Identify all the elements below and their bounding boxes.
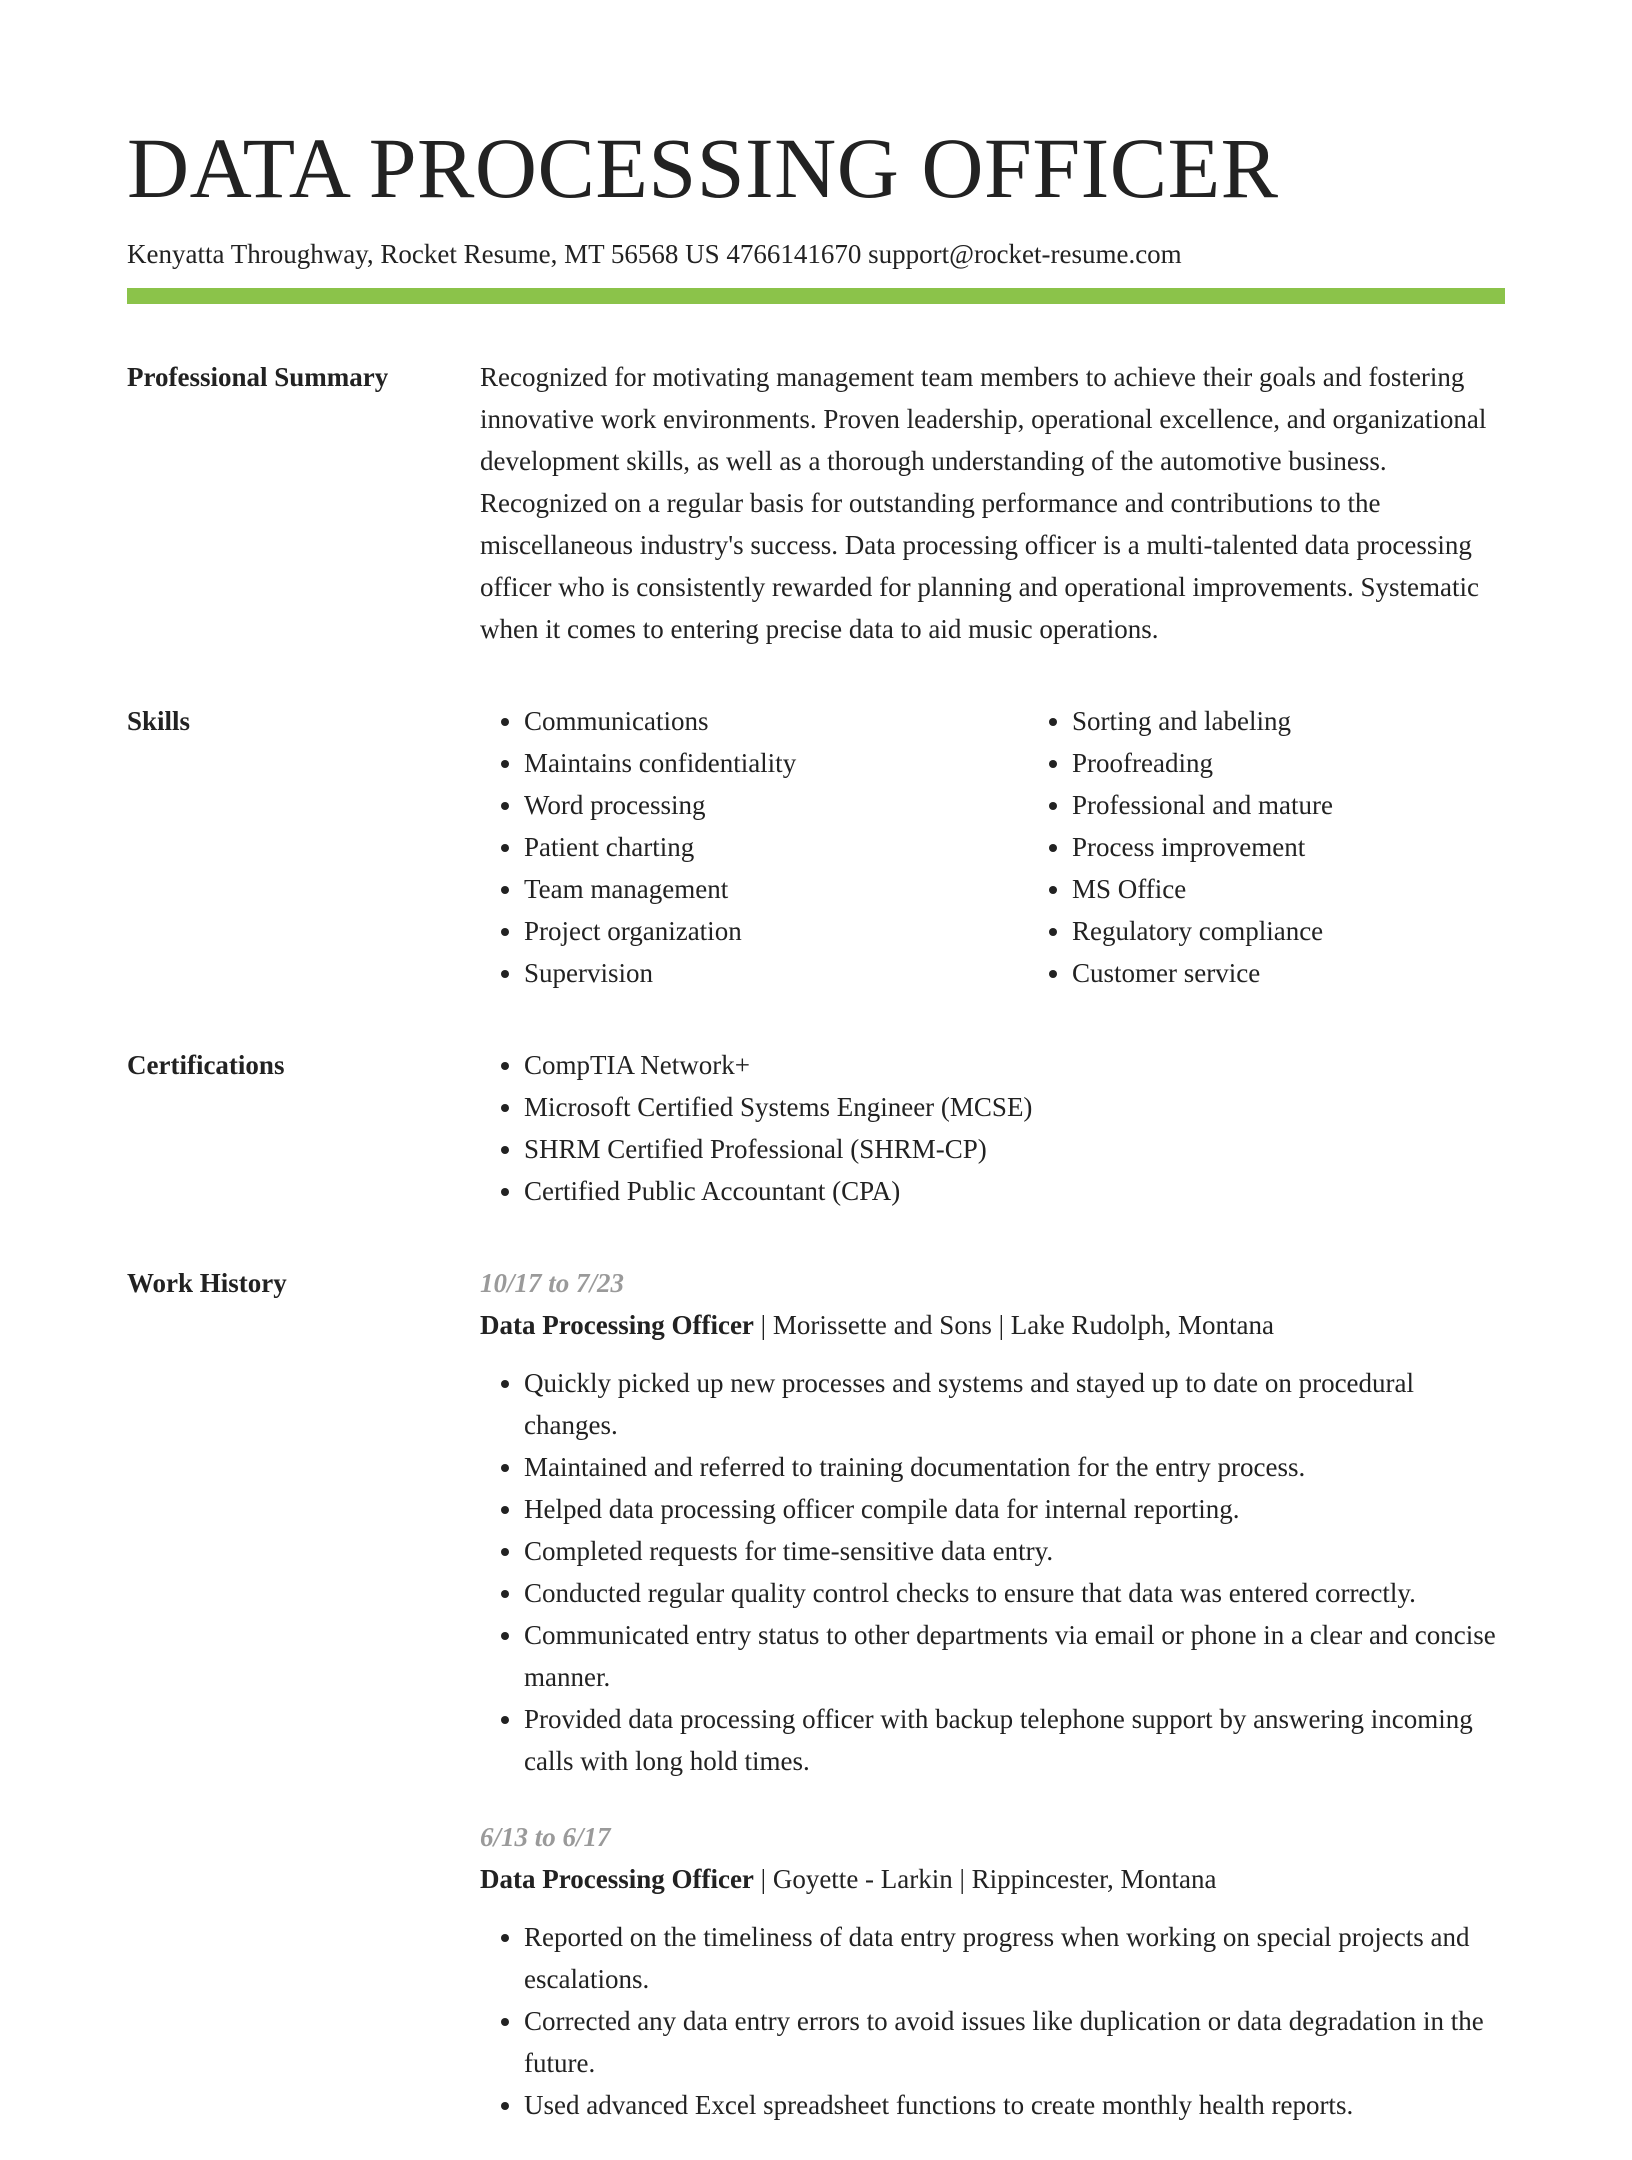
resume-page bbox=[127, 0, 1505, 2160]
job-dates: 6/13 to 6/17 bbox=[480, 1822, 611, 1852]
job-entry bbox=[480, 1262, 1505, 1782]
certifications-section bbox=[127, 1044, 1505, 1212]
skill-item: • Customer service bbox=[1072, 952, 1576, 994]
job-company-location: | Morissette and Sons | Lake Rudolph, Montana bbox=[753, 1310, 1274, 1340]
contact-line: Kenyatta Throughway, Rocket Resume, MT 56568 US 4766141670 support@rocket-resume.com bbox=[127, 239, 1182, 269]
summary-text: Recognized for motivating management team members to achieve their goals and fostering innovative work environments. Proven leadership, operational excellence, and organizational development skills, as well as a thorough understanding of the automotive business. Recognized on a regular basis for outstanding performance and contributions to the miscellaneous industry's success. Data processing officer is a multi-talented data processing officer who is consistently rewarded for planning and operational improvements. Systematic when it comes to entering precise data to aid music operations. bbox=[480, 362, 1487, 644]
job-duty-item: • Provided data processing officer with backup telephone support by answering incoming calls with long hold times. bbox=[524, 1698, 1505, 1782]
skill-item: • Project organization bbox=[524, 910, 1028, 952]
job-company-location: | Goyette - Larkin | Rippincester, Montana bbox=[753, 1864, 1217, 1894]
resume-name: DATA PROCESSING OFFICER bbox=[127, 120, 1279, 216]
job-entry bbox=[480, 1816, 1505, 2126]
summary-heading: Professional Summary bbox=[127, 362, 389, 392]
certifications-heading: Certifications bbox=[127, 1050, 285, 1080]
skill-item: • Process improvement bbox=[1072, 826, 1576, 868]
skill-item: • Proofreading bbox=[1072, 742, 1576, 784]
skill-item: • Team management bbox=[524, 868, 1028, 910]
skill-item: • Supervision bbox=[524, 952, 1028, 994]
certification-item: • SHRM Certified Professional (SHRM-CP) bbox=[524, 1128, 1505, 1170]
skill-item: • Word processing bbox=[524, 784, 1028, 826]
certification-item: • Microsoft Certified Systems Engineer (MCSE) bbox=[524, 1086, 1505, 1128]
job-duty-item: • Helped data processing officer compile data for internal reporting. bbox=[524, 1488, 1505, 1530]
certifications-list bbox=[480, 1044, 1505, 1212]
work-history-section bbox=[127, 1262, 1505, 2160]
job-heading bbox=[480, 1304, 1505, 1346]
job-duty-item: • Conducted regular quality control checks to ensure that data was entered correctly. bbox=[524, 1572, 1505, 1614]
job-duty-item: • Communicated entry status to other departments via email or phone in a clear and concise manner. bbox=[524, 1614, 1505, 1698]
certification-item: • Certified Public Accountant (CPA) bbox=[524, 1170, 1505, 1212]
job-title: Data Processing Officer bbox=[480, 1864, 754, 1894]
job-heading bbox=[480, 1858, 1505, 1900]
job-duty-item: • Completed requests for time-sensitive data entry. bbox=[524, 1530, 1505, 1572]
skill-item: • Patient charting bbox=[524, 826, 1028, 868]
job-duty-item: • Quickly picked up new processes and systems and stayed up to date on procedural changes. bbox=[524, 1362, 1505, 1446]
skills-section bbox=[127, 700, 1505, 994]
summary-section bbox=[127, 356, 1505, 650]
skill-item: • Maintains confidentiality bbox=[524, 742, 1028, 784]
skill-item: • Communications bbox=[524, 700, 1028, 742]
job-title: Data Processing Officer bbox=[480, 1310, 754, 1340]
job-duties-list bbox=[480, 1916, 1505, 2126]
job-duties-list bbox=[480, 1362, 1505, 1782]
job-duty-item: • Maintained and referred to training documentation for the entry process. bbox=[524, 1446, 1505, 1488]
skill-item: • MS Office bbox=[1072, 868, 1576, 910]
skill-item: • Regulatory compliance bbox=[1072, 910, 1576, 952]
skills-list-left bbox=[480, 700, 1028, 994]
certification-item: • CompTIA Network+ bbox=[524, 1044, 1505, 1086]
skills-heading: Skills bbox=[127, 706, 191, 736]
job-duty-item: • Used advanced Excel spreadsheet functions to create monthly health reports. bbox=[524, 2084, 1505, 2126]
job-dates: 10/17 to 7/23 bbox=[480, 1268, 625, 1298]
job-duty-item: • Reported on the timeliness of data entry progress when working on special projects and escalations. bbox=[524, 1916, 1505, 2000]
accent-divider bbox=[127, 288, 1505, 304]
job-duty-item: • Corrected any data entry errors to avoid issues like duplication or data degradation in the future. bbox=[524, 2000, 1505, 2084]
skill-item: • Professional and mature bbox=[1072, 784, 1576, 826]
skill-item: • Sorting and labeling bbox=[1072, 700, 1576, 742]
work-history-heading: Work History bbox=[127, 1268, 287, 1298]
skills-list-right bbox=[1028, 700, 1576, 994]
